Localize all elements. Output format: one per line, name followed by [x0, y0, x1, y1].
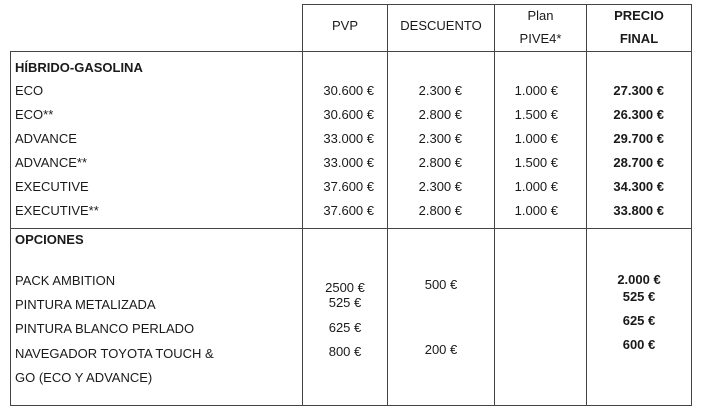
- section-title-options: OPCIONES: [15, 232, 84, 247]
- option-pvp: 625 €: [328, 320, 362, 335]
- header-precio-line1: PRECIO: [614, 8, 664, 23]
- model-name: ECO**: [15, 107, 54, 122]
- plan-value: 1.500 €: [514, 155, 558, 170]
- header-plan-line2: PIVE4*: [519, 31, 562, 46]
- bottom-border: [10, 405, 692, 406]
- option-final-price: 525 €: [622, 289, 656, 304]
- option-name: PINTURA BLANCO PERLADO: [15, 321, 195, 336]
- option-final-price: 625 €: [622, 313, 656, 328]
- header-descuento: DESCUENTO: [400, 18, 482, 33]
- final-price: 34.300 €: [613, 179, 664, 194]
- descuento-value: 2.300 €: [418, 131, 462, 146]
- option-name: GO (ECO Y ADVANCE): [15, 370, 153, 385]
- header-precio-line2: FINAL: [619, 31, 659, 46]
- section-title-hybrid: HÍBRIDO-GASOLINA: [15, 60, 143, 75]
- pvp-value: 33.000 €: [323, 155, 374, 170]
- option-pvp: 2500 €: [325, 280, 365, 295]
- option-pvp: 525 €: [328, 295, 362, 310]
- option-name: NAVEGADOR TOYOTA TOUCH &: [15, 346, 214, 361]
- pvp-value: 30.600 €: [323, 83, 374, 98]
- option-pvp: 800 €: [328, 344, 362, 359]
- section-divider: [10, 228, 692, 229]
- final-price: 33.800 €: [613, 203, 664, 218]
- plan-value: 1.000 €: [514, 131, 558, 146]
- pvp-value: 37.600 €: [323, 179, 374, 194]
- pvp-value: 33.000 €: [323, 131, 374, 146]
- final-price: 29.700 €: [613, 131, 664, 146]
- model-name: ADVANCE**: [15, 155, 88, 170]
- final-price: 27.300 €: [613, 83, 664, 98]
- descuento-value: 2.300 €: [418, 179, 462, 194]
- model-name: EXECUTIVE: [15, 179, 89, 194]
- descuento-value: 2.300 €: [418, 83, 462, 98]
- descuento-value: 2.800 €: [418, 107, 462, 122]
- pvp-value: 37.600 €: [323, 203, 374, 218]
- option-descuento: 500 €: [424, 277, 458, 292]
- final-price: 28.700 €: [613, 155, 664, 170]
- descuento-value: 2.800 €: [418, 155, 462, 170]
- plan-value: 1.000 €: [514, 203, 558, 218]
- header-pvp: PVP: [331, 18, 358, 33]
- option-final-price: 2.000 €: [617, 272, 661, 287]
- final-price: 26.300 €: [613, 107, 664, 122]
- descuento-value: 2.800 €: [418, 203, 462, 218]
- model-name: EXECUTIVE**: [15, 203, 99, 218]
- option-name: PINTURA METALIZADA: [15, 297, 156, 312]
- pvp-value: 30.600 €: [323, 107, 374, 122]
- plan-value: 1.000 €: [514, 179, 558, 194]
- option-final-price: 600 €: [622, 337, 656, 352]
- header-plan-line1: Plan: [527, 8, 554, 23]
- model-name: ECO: [15, 83, 44, 98]
- plan-value: 1.500 €: [514, 107, 558, 122]
- plan-value: 1.000 €: [514, 83, 558, 98]
- model-name: ADVANCE: [15, 131, 77, 146]
- option-descuento: 200 €: [424, 342, 458, 357]
- top-border: [302, 4, 692, 5]
- left-border: [10, 51, 11, 406]
- option-name: PACK AMBITION: [15, 273, 116, 288]
- pricing-table: [10, 4, 692, 406]
- header-bottom-border: [10, 51, 692, 52]
